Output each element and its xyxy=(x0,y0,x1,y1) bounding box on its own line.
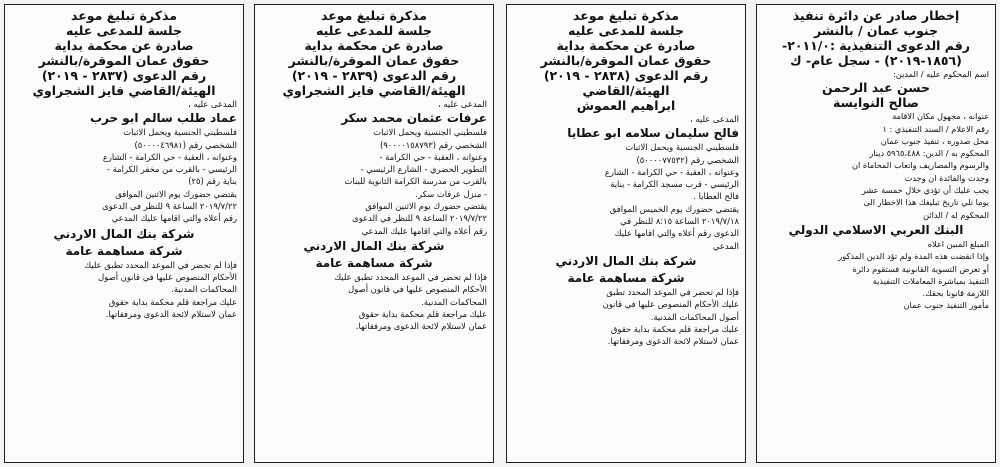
footer-line: فإذا لم تحضر في الموعد المحدد تطبق عليك xyxy=(334,271,487,282)
body-line: والرسوم والمصاريف واتعاب المحاماة ان xyxy=(852,160,989,171)
body-line: ٢٠١٩/٧/٢٢ الساعة ٩ للنظر في الدعوى xyxy=(352,213,487,224)
creditor-name: البنك العربي الاسلامي الدولي xyxy=(788,222,964,237)
notice-column-3 xyxy=(506,4,746,463)
body-line: بالقرب من مدرسة الكرامة الثانوية للبنات xyxy=(344,176,487,187)
debtor-label: اسم المحكوم عليه / المدين: xyxy=(893,69,989,79)
body-line: يجب عليك أن تؤدي خلال خمسة عشر xyxy=(861,185,989,196)
body-line: بناية رقم (٢٥) xyxy=(188,176,237,187)
footer-line: التنفيذ بمباشرة المعاملات التنفيذية xyxy=(872,275,989,286)
defendant-label: المدعى عليه ، xyxy=(690,114,739,124)
debtor-name: حسن عبد الرحمن xyxy=(822,80,930,96)
footer-line: مأمور التنفيذ جنوب عمان xyxy=(903,300,989,311)
notice-subtitle: جلسة للمدعى عليه xyxy=(567,23,685,38)
court-line: حقوق عمان الموقرة/بالنشر xyxy=(540,53,712,68)
case-number: رقم الدعوى (٢٨٣٩ - ٢٠١٩) xyxy=(291,68,457,83)
body-line: عنوانه ، مجهول مكان الاقامة xyxy=(892,111,989,122)
body-line: ٢٠١٩/٧/١٨ الساعة ٨:١٥ للنظر في xyxy=(620,216,739,227)
court-line: صادرة عن محكمة بداية xyxy=(54,38,194,53)
body-line: الدعوى رقم أعلاه والتي اقامها عليك xyxy=(614,228,739,239)
case-number: رقم الدعوى التنفيذية :٢٠١١/٠- xyxy=(782,38,970,53)
case-number: رقم الدعوى (٢٨٣٧ - ٢٠١٩) xyxy=(41,68,207,83)
defendant-name: عماد طلب سالم ابو حرب xyxy=(89,111,237,126)
body-line: ٢٠١٩/٧/٢٢ الساعة ٩ للنظر في الدعوى xyxy=(102,201,237,212)
body-line: رقم الاعلام / السند التنفيذي : ١ xyxy=(882,123,989,134)
notice-title: مذكرة تبليغ موعد xyxy=(71,8,177,23)
notice-title: مذكرة تبليغ موعد xyxy=(321,8,427,23)
notice-column-1 xyxy=(4,4,244,463)
notice-subtitle: جلسة للمدعى عليه xyxy=(65,23,183,38)
body-line: رقم أعلاه والتي اقامها عليك المدعي xyxy=(111,213,237,224)
case-number: رقم الدعوى (٢٨٣٨ - ٢٠١٩) xyxy=(543,68,709,83)
body-line: الشخصي رقم (٥٠٠٠٠٧٧٥٣٢) xyxy=(636,154,739,165)
judge-name: ابراهيم العموش xyxy=(576,98,676,113)
defendant-label: المدعى عليه ، xyxy=(188,99,237,109)
body-line: رقم أعلاه والتي اقامها عليك المدعي xyxy=(361,225,487,236)
body-line: يقتضي حضورك يوم الاثنين الموافق xyxy=(115,188,237,199)
footer-line: المبلغ المبين اعلاه xyxy=(927,238,989,249)
plaintiff-name: شركة بنك المال الاردني xyxy=(303,238,445,253)
body-line: المحكوم له / الدائن xyxy=(923,209,989,220)
body-line: وعنوانه ، العقبة - حي الكرامة - الشارع xyxy=(102,151,237,162)
notice-subtitle: جنوب عمان / بالنشر xyxy=(813,23,939,38)
body-line: فلسطيني الجنسية ويحمل الاثبات xyxy=(373,127,487,138)
footer-line: الأحكام المنصوص عليها في قانون أصول xyxy=(348,284,487,295)
footer-line: فإذا لم تحضر في الموعد المحدد تطبق xyxy=(606,286,739,297)
body-line: الشخصي رقم (٥٠٠٠٠٤٦٩٨١) xyxy=(134,139,237,150)
notice-title: مذكرة تبليغ موعد xyxy=(573,8,679,23)
footer-line: فإذا لم تحضر في الموعد المحدد تطبق عليك xyxy=(84,259,237,270)
defendant-name: عرفات عثمان محمد سكر xyxy=(341,111,487,126)
body-line: التطوير الحضري - الشارع الرئيسي - xyxy=(360,164,487,175)
body-line: الشخصي رقم (٩٠٠٠٠١٥٨٧٩٣) xyxy=(380,139,487,150)
footer-line: المحاكمات المدنية. xyxy=(421,296,487,307)
body-line: يوما تلي تاريخ تبليغك هذا الاخطار الى xyxy=(863,197,989,208)
plaintiff-type: شركة مساهمة عامة xyxy=(65,243,183,258)
notice-column-2 xyxy=(254,4,494,463)
footer-line: عليك الأحكام المنصوص عليها في قانون xyxy=(602,299,739,310)
plaintiff-type: شركة مساهمة عامة xyxy=(315,255,433,270)
court-line: حقوق عمان الموقرة/بالنشر xyxy=(38,53,210,68)
footer-line: عمان لاستلام لائحة الدعوى ومرفقاتها. xyxy=(105,308,237,319)
footer-line: أصول المحاكمات المدنية. xyxy=(650,311,739,322)
body-line: وجدت والفائدة ان وجدت xyxy=(904,172,989,183)
body-line: وعنوانه ، العقبة - حي الكرامة - الشارع xyxy=(604,166,739,177)
footer-line: عليك مراجعة قلم محكمة بداية حقوق xyxy=(108,296,237,307)
defendant-name: فالح سليمان سلامه ابو عطايا xyxy=(567,126,739,141)
court-line: صادرة عن محكمة بداية xyxy=(304,38,444,53)
footer-line: وإذا انقضت هذه المدة ولم تؤد الدين المذكور xyxy=(838,251,989,262)
footer-line: المحاكمات المدنية. xyxy=(171,284,237,295)
body-line: المدعي xyxy=(712,240,739,251)
footer-line: عليك مراجعة قلم محكمة بداية حقوق xyxy=(610,323,739,334)
body-line: فلسطيني الجنسية ويحمل الاثبات xyxy=(123,127,237,138)
body-line: وعنوانه ، العقبة - حي الكرامة - xyxy=(379,151,487,162)
footer-line: عمان لاستلام لائحة الدعوى ومرفقاتها. xyxy=(607,336,739,347)
debtor-name: صالح النوايسة xyxy=(832,95,920,111)
footer-line: الأحكام المنصوص عليها في قانون أصول xyxy=(98,271,237,282)
footer-line: أو تعرض التسوية القانونية فستقوم دائرة xyxy=(852,263,989,274)
defendant-label: المدعى عليه ، xyxy=(438,99,487,109)
notice-column-4 xyxy=(756,4,996,463)
notice-title: إخطار صادر عن دائرة تنفيذ xyxy=(792,8,960,23)
plaintiff-type: شركة مساهمة عامة xyxy=(567,270,685,285)
footer-line: اللازمة قانونا بحقك. xyxy=(922,288,989,299)
notice-subtitle: جلسة للمدعى عليه xyxy=(315,23,433,38)
court-line: حقوق عمان الموقرة/بالنشر xyxy=(288,53,460,68)
body-line: فالح العطايا . xyxy=(693,191,739,202)
body-line: يقتضي حضورك يوم الاثنين الموافق xyxy=(365,201,487,212)
judge-panel: الهيئة/القاضي فايز الشجراوي xyxy=(282,83,466,98)
body-line: فلسطيني الجنسية ويحمل الاثبات xyxy=(625,142,739,153)
body-line: محل صدوره ، تنفيذ جنوب عمان xyxy=(880,135,989,146)
plaintiff-name: شركة بنك المال الاردني xyxy=(555,253,697,268)
plaintiff-name: شركة بنك المال الاردني xyxy=(53,226,195,241)
court-line: صادرة عن محكمة بداية xyxy=(556,38,696,53)
footer-line: عليك مراجعة قلم محكمة بداية حقوق xyxy=(358,308,487,319)
body-line: الرئيسي - بالقرب من مخفر الكرامة - xyxy=(106,164,237,175)
body-line: - منزل عرفات سكر. xyxy=(415,188,487,199)
judge-panel: الهيئة/القاضي فايز الشجراوي xyxy=(32,83,216,98)
body-line: الرئيسي - قرب مسجد الكرامة - بناية xyxy=(610,179,739,190)
judge-panel: الهيئة/القاضي xyxy=(582,83,670,98)
footer-line: عمان لاستلام لائحة الدعوى ومرفقاتها. xyxy=(355,321,487,332)
body-line: المحكوم به / الدين: ٥٩٦٥،٤٨٨ دينار xyxy=(869,148,989,159)
body-line: يقتضي حضورك يوم الخميس الموافق xyxy=(609,203,739,214)
case-number: (١٨٥٦-٢٠١٩) - سجل عام- ك xyxy=(790,53,962,68)
